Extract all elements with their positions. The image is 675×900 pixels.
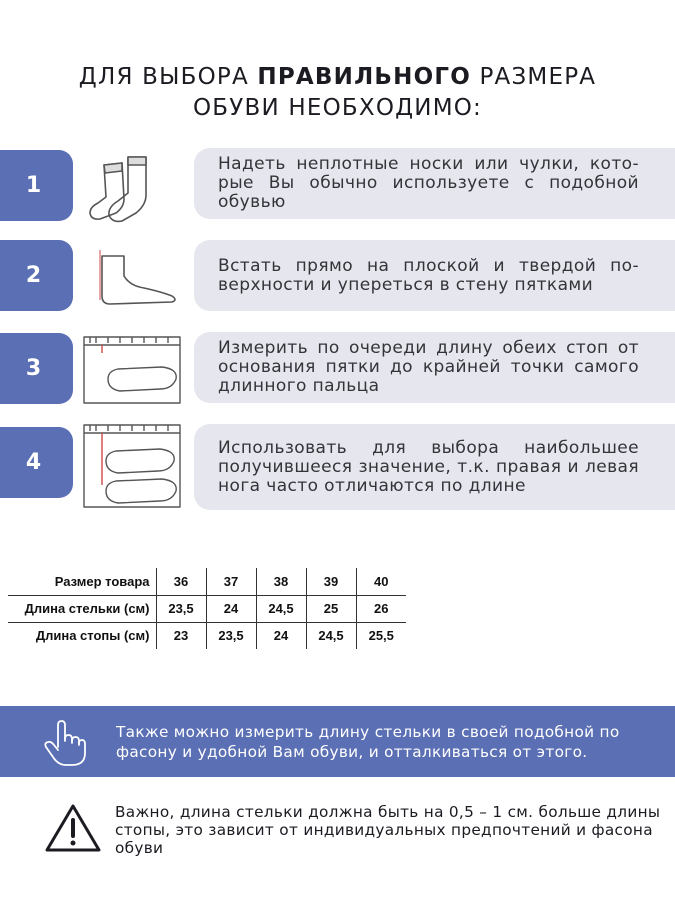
table-row [8,622,406,649]
table-cell: 24,5 [306,622,356,649]
step-text-3 [194,332,675,403]
step-text-2-label: Встать прямо на плоской и твердой по-верхности и упереться в стену пятками [218,255,639,295]
table-cell: 38 [256,568,306,595]
table-cell: 23,5 [156,595,206,622]
title-bold: ПРАВИЛЬНОГО [257,64,471,90]
step-number-3: 3 [0,333,73,404]
table-row-label: Размер товара [8,568,156,595]
table-cell: 39 [306,568,356,595]
socks-icon [82,143,184,229]
table-cell: 24 [256,622,306,649]
table-row-label: Длина стопы (см) [8,622,156,649]
step-text-2 [194,240,675,311]
size-table [8,568,406,649]
table-cell: 23,5 [206,622,256,649]
table-cell: 24,5 [256,595,306,622]
step-text-1-label: Надеть неплотные носки или чулки, кото-рые Вы обычно используете с подобной обувью [218,154,639,212]
foot-against-wall-icon [82,236,184,322]
step-number-1: 1 [0,150,73,221]
table-cell: 25,5 [356,622,406,649]
warning-triangle-icon [44,802,102,854]
step-number-4: 4 [0,427,73,498]
step-text-4 [194,424,675,510]
table-row-label: Длина стельки (см) [8,595,156,622]
table-cell: 40 [356,568,406,595]
table-row [8,595,406,622]
step-number-2: 2 [0,240,73,311]
foot-ruler-icon [82,331,184,417]
title-line-2: ОБУВИ НЕОБХОДИМО: [192,95,483,121]
table-row [8,568,406,595]
warning-text: Важно, длина стельки должна быть на 0,5 – 1 см. больше длины стопы, это зависит от индивидуальных предпочтений и фасона обуви [115,803,661,857]
title-line-1 [0,62,675,93]
step-text-1 [194,148,675,219]
banner-text: Также можно измерить длину стельки в своей подобной по фасону и удобной Вам обуви, и отталкиваться от этого. [116,723,620,761]
tip-banner [0,706,675,777]
table-cell: 37 [206,568,256,595]
table-cell: 36 [156,568,206,595]
title-part2: РАЗМЕРА [470,64,597,90]
step-text-3-label: Измерить по очереди длину обеих стоп от основания пятки до крайней точки самого длинного пальца [218,338,639,396]
pointing-hand-icon [40,719,88,767]
table-cell: 23 [156,622,206,649]
page-title [0,62,675,124]
two-feet-ruler-icon [82,423,184,509]
table-cell: 26 [356,595,406,622]
title-part1: ДЛЯ ВЫБОРА [78,64,258,90]
step-text-4-label: Использовать для выбора наибольшее получившееся значение, т.к. правая и левая нога часто отличаются по длине [218,437,639,496]
table-cell: 25 [306,595,356,622]
table-cell: 24 [206,595,256,622]
